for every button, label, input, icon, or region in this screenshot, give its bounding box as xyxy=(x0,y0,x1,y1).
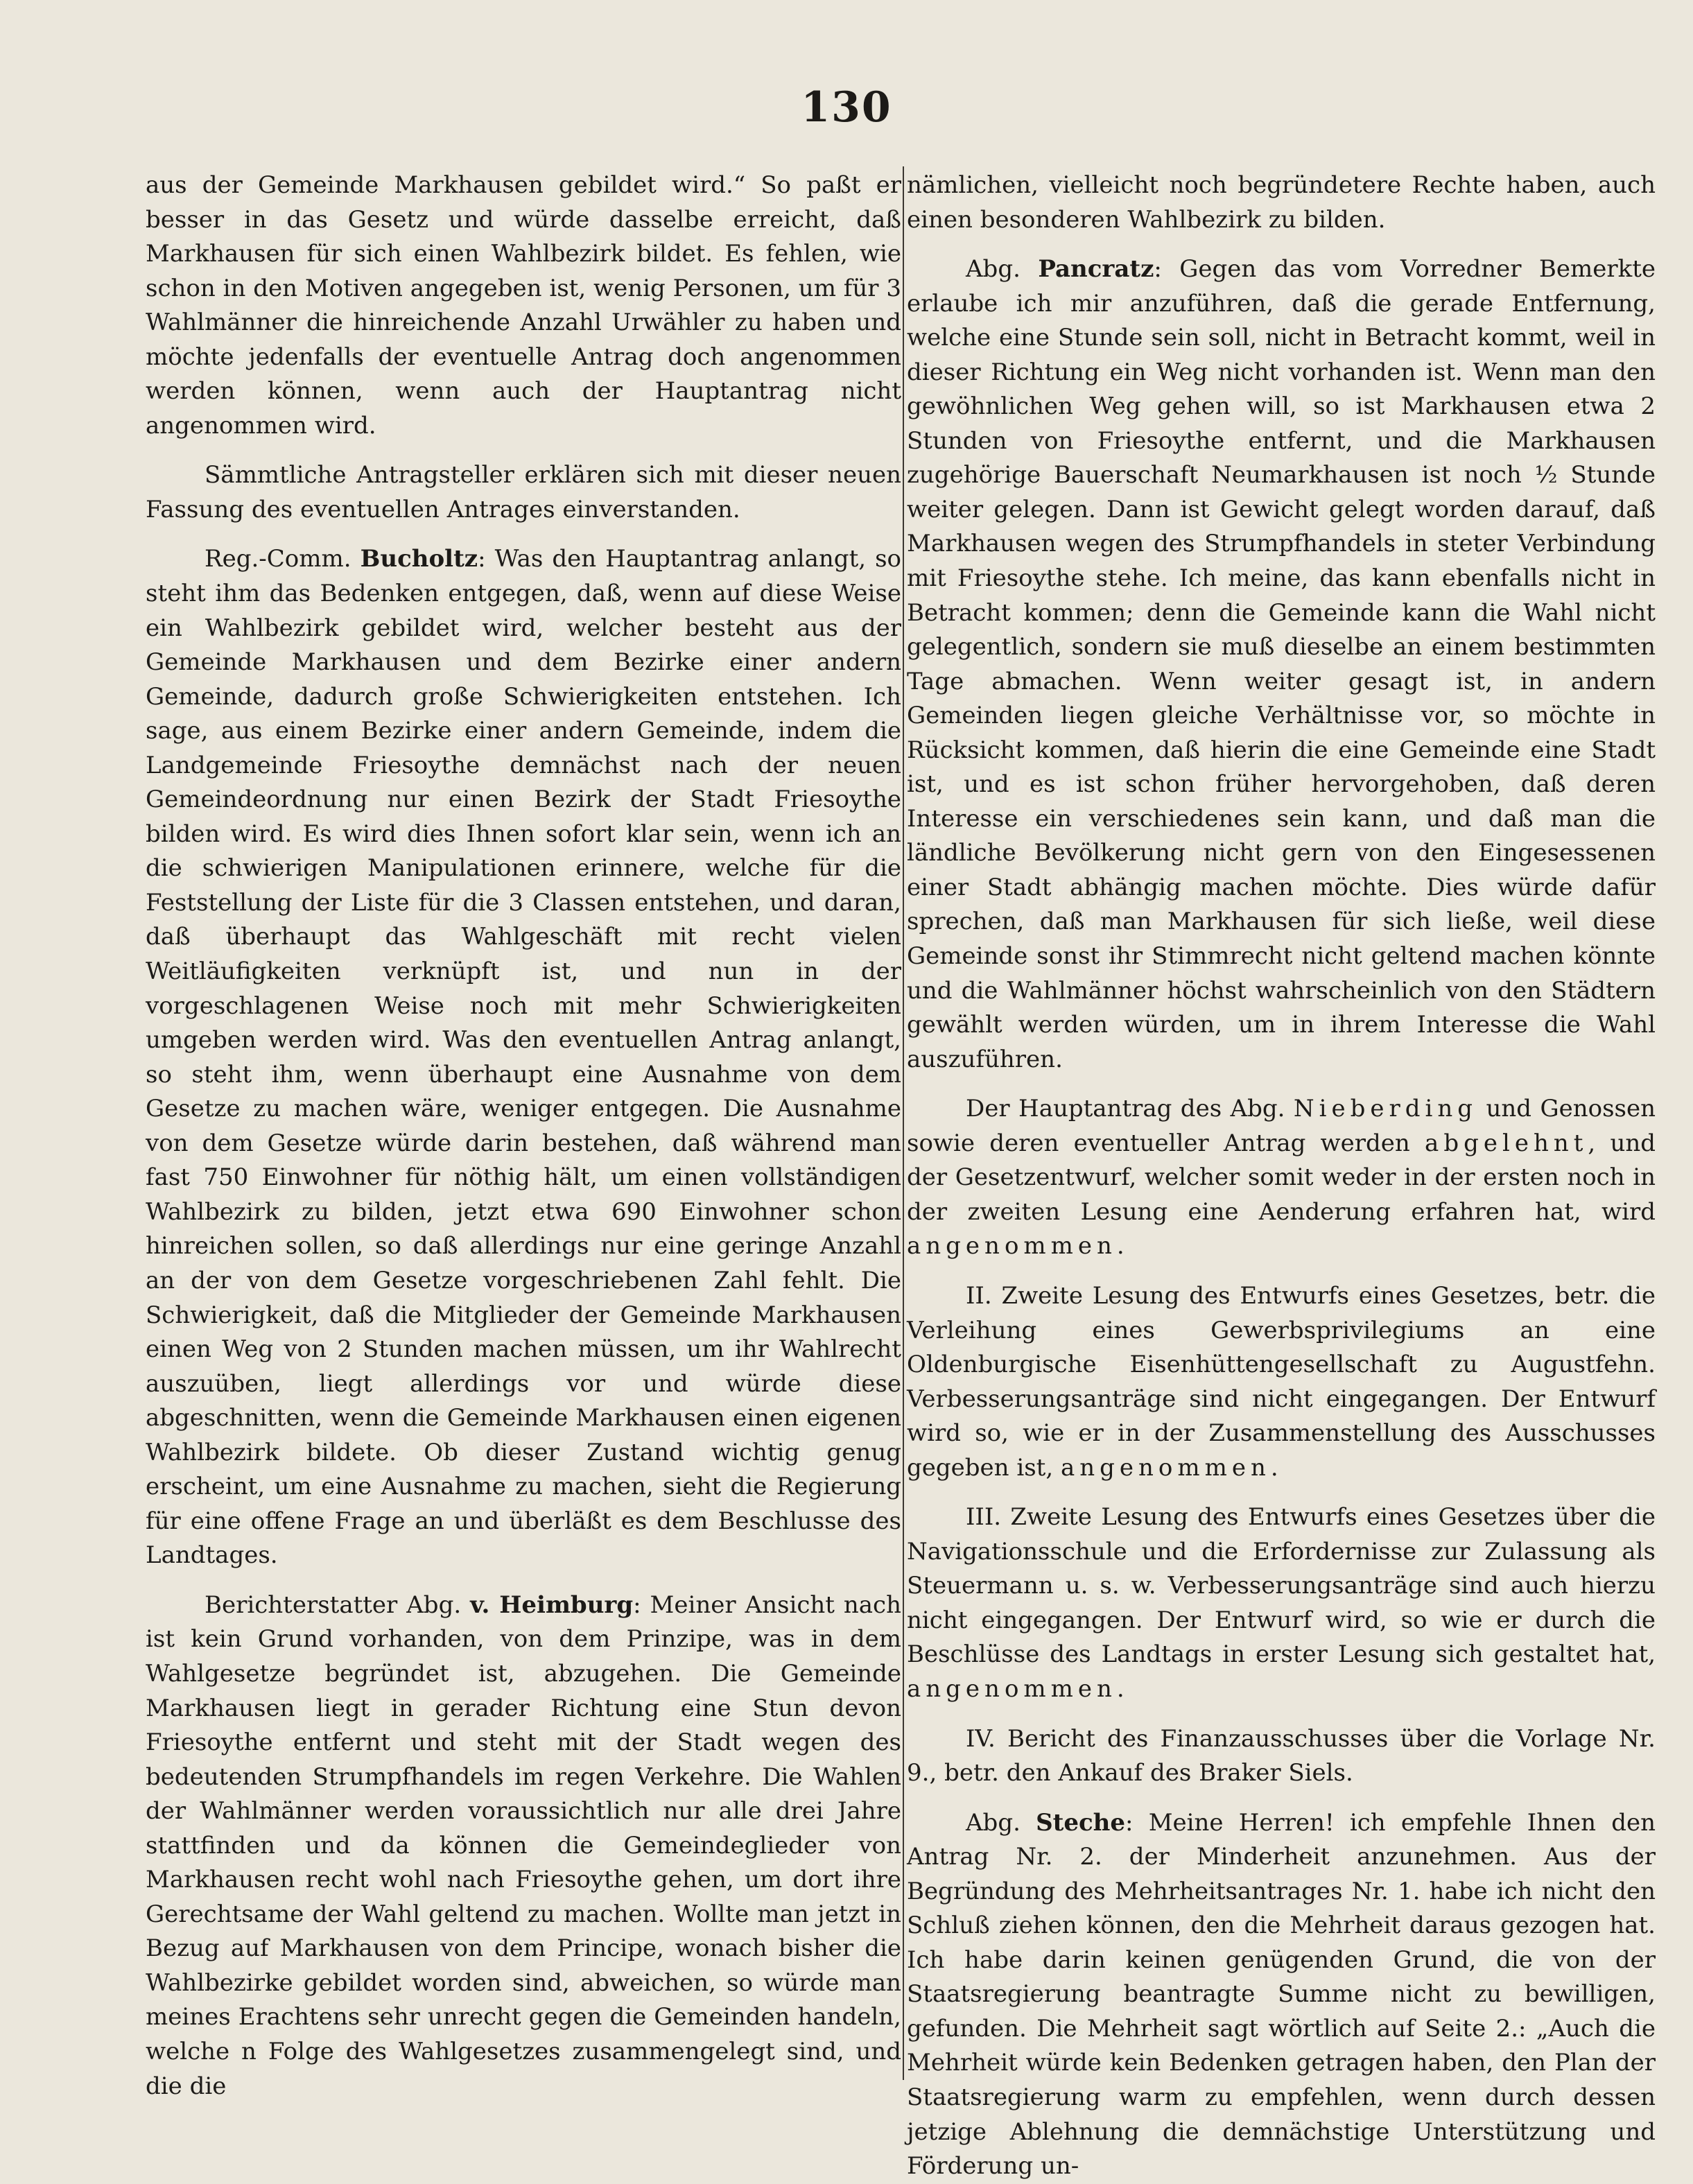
speaker-title: Abg. xyxy=(966,255,1021,284)
paragraph xyxy=(907,1092,1656,1264)
agenda-item xyxy=(907,1279,1656,1485)
paragraph xyxy=(907,252,1656,1077)
paragraph xyxy=(146,1588,901,2104)
text-fragment: III. Zweite Lesung des Entwurfs eines Gesetzes über die Navigationsschule und die Erfordernisse zur Zulassung als Steuermann u. s. w. Verbesserungsanträge sind auch hierzu nicht eingegangen. Der Entwurf wird, so wie er durch die Beschlüsse des Landtags in erster Lesung sich gestaltet hat, xyxy=(907,1503,1656,1669)
speech-text: : Meine Herren! ich empfehle Ihnen den Antrag Nr. 2. der Minderheit anzunehmen. Aus der Begründung des Mehrheitsantrages Nr. 1. habe ich nicht den Schluß ziehen können, den die Mehrheit daraus gezogen hat. Ich habe darin keinen genügenden Grund, die von der Staatsregierung beantragte Summe nicht zu bewilligen, gefunden. Die Mehrheit sagt wörtlich auf Seite 2.: „Auch die Mehrheit würde kein Bedenken getragen haben, den Plan der Staatsregierung warm zu empfehlen, wenn durch dessen jetzige Ablehnung die demnächstige Unterstützung und Förderung un- xyxy=(907,1808,1656,2181)
paragraph xyxy=(146,542,901,1572)
speaker-name: Pancratz xyxy=(1038,255,1154,284)
text-fragment: . xyxy=(1270,1453,1278,1482)
right-column xyxy=(907,168,1656,2184)
agenda-item: IV. Bericht des Finanzausschusses über die Vorlage Nr. 9., betr. den Ankauf des Braker Siels. xyxy=(907,1724,1656,1787)
speech-text: : Gegen das vom Vorredner Bemerkte erlaube ich mir anzuführen, daß die gerade Entfernung, welche eine Stunde sein soll, nicht in Betracht kommt, weil in dieser Richtung ein Weg nicht vorhanden ist. Wenn man den gewöhnlichen Weg gehen will, so ist Markhausen etwa 2 Stunden von Friesoythe entfernt, und die Markhausen zugehörige Bauerschaft Neumarkhausen ist noch ½ Stunde weiter gelegen. Dann ist Gewicht gelegt worden darauf, daß Markhausen wegen des Strumpfhandels in steter Verbindung mit Friesoythe stehe. Ich meine, das kann ebenfalls nicht in Betracht kommen; denn die Gemeinde kann die Wahl nicht gelegentlich, sondern sie muß dieselbe an einem bestimmten Tage abmachen. Wenn weiter gesagt ist, in andern Gemeinden liegen gleiche Verhältnisse vor, so möchte in Rücksicht kommen, daß hierin die eine Gemeinde eine Stadt ist, und es ist schon früher hervorgehoben, daß deren Interesse ein verschiedenes sein kann, und daß man die ländliche Bevölkerung nicht gern von den Eingesessenen einer Stadt abhängig machen möchte. Dies würde dafür sprechen, daß man Markhausen für sich ließe, weil diese Gemeinde sonst ihr Stimmrecht nicht geltend machen könnte und die Wahlmänner höchst wahrscheinlich von den Städtern gewählt werden würden, um in ihrem Interesse die Wahl auszuführen. xyxy=(907,255,1656,1073)
speaker-title: Reg.-Comm. xyxy=(205,545,351,573)
agenda-item xyxy=(907,1500,1656,1706)
text-fragment: , und der Gesetzentwurf, welcher somit weder in der ersten noch in der zweiten Lesung eine Aenderung erfahren hat, wird xyxy=(907,1129,1656,1226)
paragraph: aus der Gemeinde Markhausen gebildet wird.“ So paßt er besser in das Gesetz und würde dasselbe erreicht, daß Markhausen für sich einen Wahlbezirk bildet. Es fehlen, wie schon in den Motiven angegeben ist, wenig Personen, um für 3 Wahlmänner die hinreichende Anzahl Urwähler zu haben und möchte jedenfalls der eventuelle Antrag doch angenommen werden können, wenn auch der Hauptantrag nicht angenommen wird. xyxy=(146,171,901,440)
paragraph: Sämmtliche Antragsteller erklären sich mit dieser neuen Fassung des eventuellen Antrages einverstanden. xyxy=(146,461,901,523)
speaker-title: Abg. xyxy=(966,1808,1021,1837)
left-column xyxy=(146,168,901,2104)
text-fragment: Der Hauptantrag des Abg. xyxy=(966,1095,1285,1123)
text-fragment: und Genossen sowie deren eventueller Antrag werden xyxy=(907,1095,1656,1157)
column-divider xyxy=(903,166,904,2080)
speaker-name: Steche xyxy=(1036,1808,1126,1837)
speaker-name: v. Heimburg xyxy=(470,1591,634,1619)
speech-text: : Was den Hauptantrag anlangt, so steht ihm das Bedenken entgegen, daß, wenn auf diese Weise ein Wahlbezirk gebildet wird, welcher besteht aus der Gemeinde Markhausen und dem Bezirke einer andern Gemeinde, dadurch große Schwierigkeiten entstehen. Ich sage, aus einem Bezirke einer andern Gemeinde, indem die Landgemeinde Friesoythe demnächst nach der neuen Gemeindeordnung nur einen Bezirk der Stadt Friesoythe bilden wird. Es wird dies Ihnen sofort klar sein, wenn ich an die schwierigen Manipulationen erinnere, welche für die Feststellung der Liste für die 3 Classen entstehen, und daran, daß überhaupt das Wahlgeschäft mit recht vielen Weitläufigkeiten verknüpft ist, und nun in der vorgeschlagenen Weise noch mit mehr Schwierigkeiten umgeben werden wird. Was den eventuellen Antrag anlangt, so steht ihm, wenn überhaupt eine Ausnahme von dem Gesetze zu machen wäre, weniger entgegen. Die Ausnahme von dem Gesetze würde darin bestehen, daß während man fast 750 Einwohner für nöthig hält, um einen vollständigen Wahlbezirk zu bilden, jetzt etwa 690 Einwohner schon hinreichen sollen, so daß allerdings nur eine geringe Anzahl an der von dem Gesetze vorgeschriebenen Zahl fehlt. Die Schwierigkeit, daß die Mitglieder der Gemeinde Markhausen einen Weg von 2 Stunden machen müssen, um ihr Wahlrecht auszuüben, liegt allerdings vor und würde diese abgeschnitten, wenn die Gemeinde Markhausen einen eigenen Wahlbezirk bildete. Ob dieser Zustand wichtig genug erscheint, um eine Ausnahme zu machen, sieht die Regierung für eine offene Frage an und überläßt es dem Beschlusse des Landtages. xyxy=(146,545,901,1570)
vote-result: angenommen xyxy=(907,1232,1117,1260)
member-name: Nieberding xyxy=(1293,1095,1478,1123)
vote-result: angenommen xyxy=(907,1674,1117,1703)
speaker-title: Berichterstatter Abg. xyxy=(205,1591,462,1619)
speech-text: : Meiner Ansicht nach ist kein Grund vorhanden, von dem Prinzipe, was in dem Wahlgesetze begründet ist, abzugehen. Die Gemeinde Markhausen liegt in gerader Richtung eine Stun devon Friesoythe entfernt und steht mit der Stadt wegen des bedeutenden Strumpfhandels im regen Verkehre. Die Wahlen der Wahlmänner werden voraussichtlich nur alle drei Jahre stattfinden und da können die Gemeindeglieder von Markhausen recht wohl nach Friesoythe gehen, um dort ihre Gerechtsame der Wahl geltend zu machen. Wollte man jetzt in Bezug auf Markhausen von dem Principe, wonach bisher die Wahlbezirke gebildet worden sind, abweichen, so würde man meines Erachtens sehr unrecht gegen die Gemeinden handeln, welche n Folge des Wahlgesetzes zusammengelegt sind, und die die xyxy=(146,1591,901,2100)
text-fragment: . xyxy=(1116,1674,1125,1703)
vote-result: angenommen xyxy=(1060,1453,1271,1482)
text-fragment: II. Zweite Lesung des Entwurfs eines Gesetzes, betr. die Verleihung eines Gewerbsprivilegiums an eine Oldenburgische Eisenhüttengesellschaft zu Augustfehn. Verbesserungsanträge sind nicht eingegangen. Der Entwurf wird so, wie er in der Zusammenstellung des Ausschusses gegeben ist, xyxy=(907,1281,1656,1482)
paragraph xyxy=(907,1806,1656,2184)
speaker-name: Bucholtz xyxy=(360,545,478,573)
text-fragment: . xyxy=(1116,1232,1125,1260)
vote-result: abgelehnt xyxy=(1425,1129,1588,1157)
page-number: 130 xyxy=(801,83,892,132)
paragraph: nämlichen, vielleicht noch begründetere Rechte haben, auch einen besonderen Wahlbezirk zu bilden. xyxy=(907,171,1656,234)
